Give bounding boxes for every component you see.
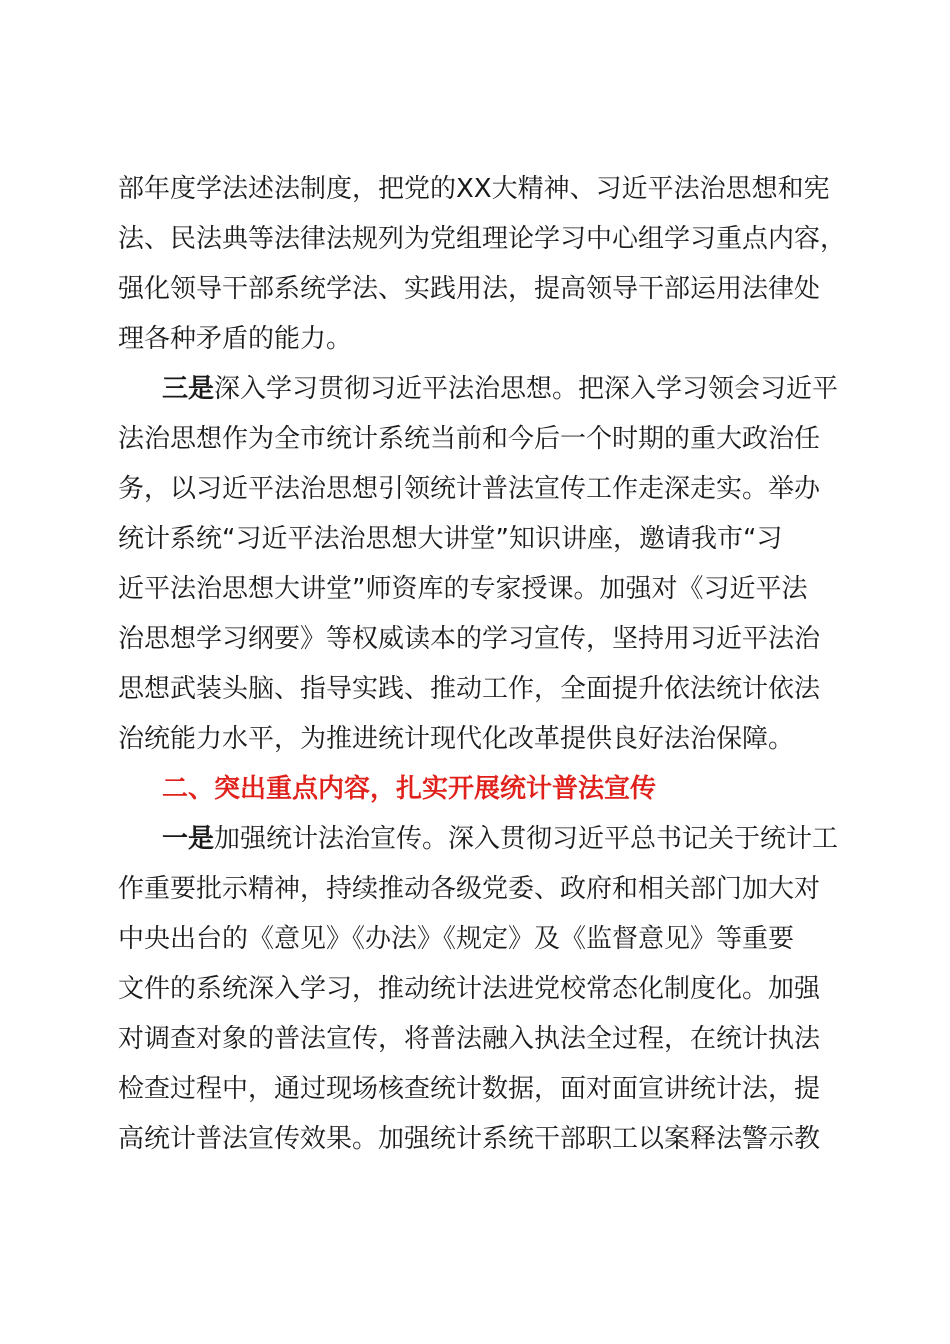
- paragraph-continuation: [118, 164, 847, 364]
- text-line: 作重要批示精神，持续推动各级党委、政府和相关部门加大对: [118, 874, 821, 904]
- paragraph-lead: 三是: [162, 374, 215, 404]
- paragraph-first-line-text: 加强统计法治宣传。深入贯彻习近平总书记关于统计工: [214, 824, 839, 854]
- text-line: 检查过程中，通过现场核查统计数据，面对面宣讲统计法，提: [118, 1074, 821, 1104]
- text-line: 法、民法典等法律法规列为党组理论学习中心组学习重点内容，: [118, 224, 847, 254]
- text-line: 理各种矛盾的能力。: [118, 324, 353, 354]
- text-line: 法治思想作为全市统计系统当前和今后一个时期的重大政治任: [118, 424, 821, 454]
- text-line-first: [118, 814, 838, 864]
- text-line: 统计系统“习近平法治思想大讲堂”知识讲座，邀请我市“习: [118, 524, 783, 554]
- text-line-first: [118, 364, 838, 414]
- text-line: 对调查对象的普法宣传，将普法融入执法全过程，在统计执法: [118, 1024, 821, 1054]
- section-heading: 二、突出重点内容，扎实开展统计普法宣传: [162, 774, 657, 804]
- text-line: 务，以习近平法治思想引领统计普法宣传工作走深走实。举办: [118, 474, 821, 504]
- paragraph-three: [118, 364, 838, 764]
- text-line: 中央出台的《意见》《办法》《规定》及《监督意见》等重要: [118, 924, 795, 954]
- document-body: [118, 164, 847, 1164]
- text-line: 思想武装头脑、指导实践、推动工作，全面提升依法统计依法: [118, 674, 821, 704]
- text-line: 近平法治思想大讲堂”师资库的专家授课。加强对《习近平法: [118, 574, 808, 604]
- paragraph-one: [118, 814, 838, 1164]
- text-line: 强化领导干部系统学法、实践用法，提高领导干部运用法律处: [118, 274, 821, 304]
- text-line: 治统能力水平，为推进统计现代化改革提供良好法治保障。: [118, 724, 795, 754]
- text-line: 部年度学法述法制度，把党的XX大精神、习近平法治思想和宪: [118, 174, 830, 204]
- text-line: 高统计普法宣传效果。加强统计系统干部职工以案释法警示教: [118, 1124, 821, 1154]
- text-line: 文件的系统深入学习，推动统计法进党校常态化制度化。加强: [118, 974, 821, 1004]
- paragraph-lead: 一是: [162, 824, 215, 854]
- text-line: 治思想学习纲要》等权威读本的学习宣传，坚持用习近平法治: [118, 624, 821, 654]
- paragraph-first-line-text: 深入学习贯彻习近平法治思想。把深入学习领会习近平: [214, 374, 839, 404]
